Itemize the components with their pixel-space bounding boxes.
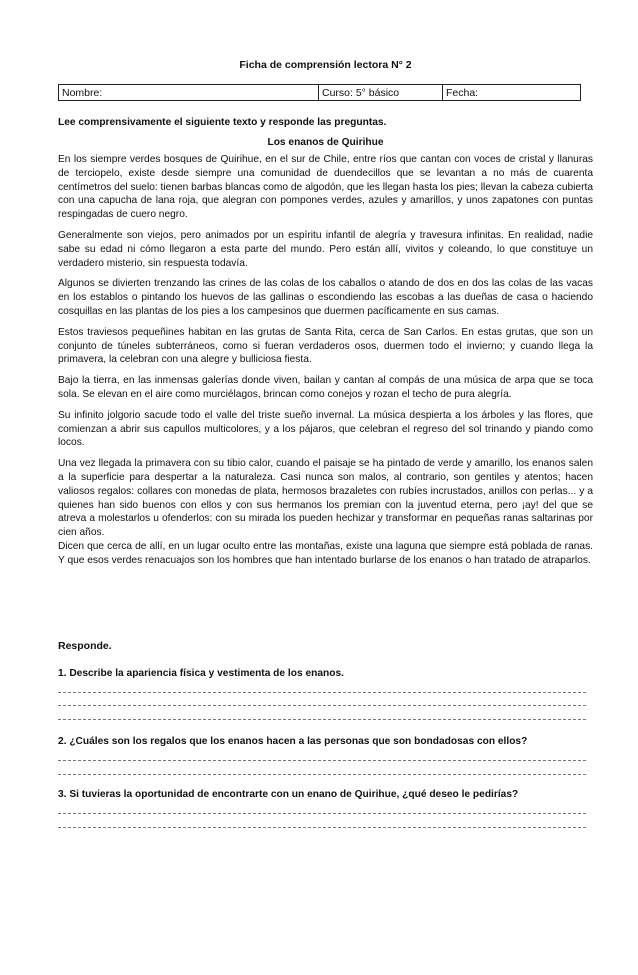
story-text (58, 153, 593, 575)
answer-line[interactable] (58, 827, 586, 828)
story-paragraph: Dicen que cerca de allí, en un lugar oculto entre las montañas, existe una laguna que siempre está poblada de ranas. Y que esos verdes renacuajos son los hombres que han intentado burlarse de los enanos o han tratado de atraparlos. (58, 540, 593, 566)
story-paragraph: Generalmente son viejos, pero animados por un espíritu infantil de alegría y travesura infinitas. En realidad, nadie sabe su edad ni cómo llegaron a esta parte del mundo. Pero están allí, vivitos y coleando, lo que constituye un verdadero misterio, sin respuesta todavía. (58, 229, 593, 269)
answer-line[interactable] (58, 760, 586, 761)
answer-line[interactable] (58, 774, 586, 775)
story-paragraph: Bajo la tierra, en las inmensas galerías donde viven, bailan y cantan al compás de una música de arpa que se toca sola. Se elevan en el aire como murciélagos, brincan como conejos y rozan el techo de pura alegría. (58, 375, 593, 400)
story-title: Los enanos de Quirihue (267, 137, 384, 148)
story-paragraph: Estos traviesos pequeñines habitan en las grutas de Santa Rita, cerca de San Carlos. En estas grutas, que son un conjunto de túneles subterráneos, como si fueran verdaderos osos, duermen todo el invierno; y cuando llega la primavera, la celebran con una alegre y bulliciosa fiesta. (58, 326, 593, 366)
worksheet-title: Ficha de comprensión lectora N° 2 (239, 59, 412, 71)
story-paragraph: En los siempre verdes bosques de Quirihue, en el sur de Chile, entre ríos que cantan con voces de cristal y llanuras de terciopelo, existe desde siempre una comunidad de duendecillos que se levantan a no más de cuarenta centímetros del suelo: tienen barbas blancas como de algodón, que les llegan hasta los pies; llevan la cabeza cubierta con una capucha de lana roja, que alegran con pompones verdes, azules y amarillos, y unos zapatones con puntas respingadas de cuero negro. (58, 154, 593, 221)
course-field: Curso: 5° básico (319, 85, 443, 101)
answer-line[interactable] (58, 705, 586, 706)
question-3: 3. Si tuvieras la oportunidad de encontrarte con un enano de Quirihue, ¿qué deseo le pedirías? (58, 789, 519, 800)
story-paragraph: Una vez llegada la primavera con su tibio calor, cuando el paisaje se ha pintado de verde y amarillo, los enanos salen a la superficie para despertar a la naturaleza. Casi nunca son malos, al contrario, son gentiles y atentos; hacen valiosos regalos: collares con monedas de plata, hermosos brazaletes con rubíes incrustados, anillos con perlas... y a quienes han sido buenos con ellos y con sus hermanos los premian con la juventud eterna, pero ¡ay! del que se atreva a molestarlos u ofenderlos: con su mirada los pueden hechizar y transformar en pequeñas ranas saltarinas por cien años. (58, 458, 593, 539)
name-field[interactable]: Nombre: (59, 85, 319, 101)
respond-heading: Responde. (58, 640, 112, 652)
question-1: 1. Describe la apariencia física y vestimenta de los enanos. (58, 668, 344, 679)
story-paragraph: Algunos se divierten trenzando las crines de las colas de los caballos o atando de dos en dos las colas de las vacas en los establos o pintando los huevos de las gallinas o escondiendo las escobas a las dueñas de casa o haciendo cosquillas en las plantas de los pies a los campesinos que duermen pacíficamente en sus camas. (58, 278, 593, 317)
answer-line[interactable] (58, 692, 586, 693)
date-field[interactable]: Fecha: (443, 85, 581, 101)
answer-line[interactable] (58, 813, 586, 814)
story-paragraph: Su infinito jolgorio sacude todo el valle del triste sueño invernal. La música despierta a los árboles y las flores, que comienzan a abrir sus capullos multicolores, y a los pájaros, que celebran el regreso del sol trinando y piando como locos. (58, 409, 593, 449)
answer-line[interactable] (58, 719, 586, 720)
question-2: 2. ¿Cuáles son los regalos que los enanos hacen a las personas que son bondadosas con ellos? (58, 736, 528, 747)
instructions: Lee comprensivamente el siguiente texto y responde las preguntas. (58, 117, 387, 128)
student-info-table (58, 84, 581, 101)
